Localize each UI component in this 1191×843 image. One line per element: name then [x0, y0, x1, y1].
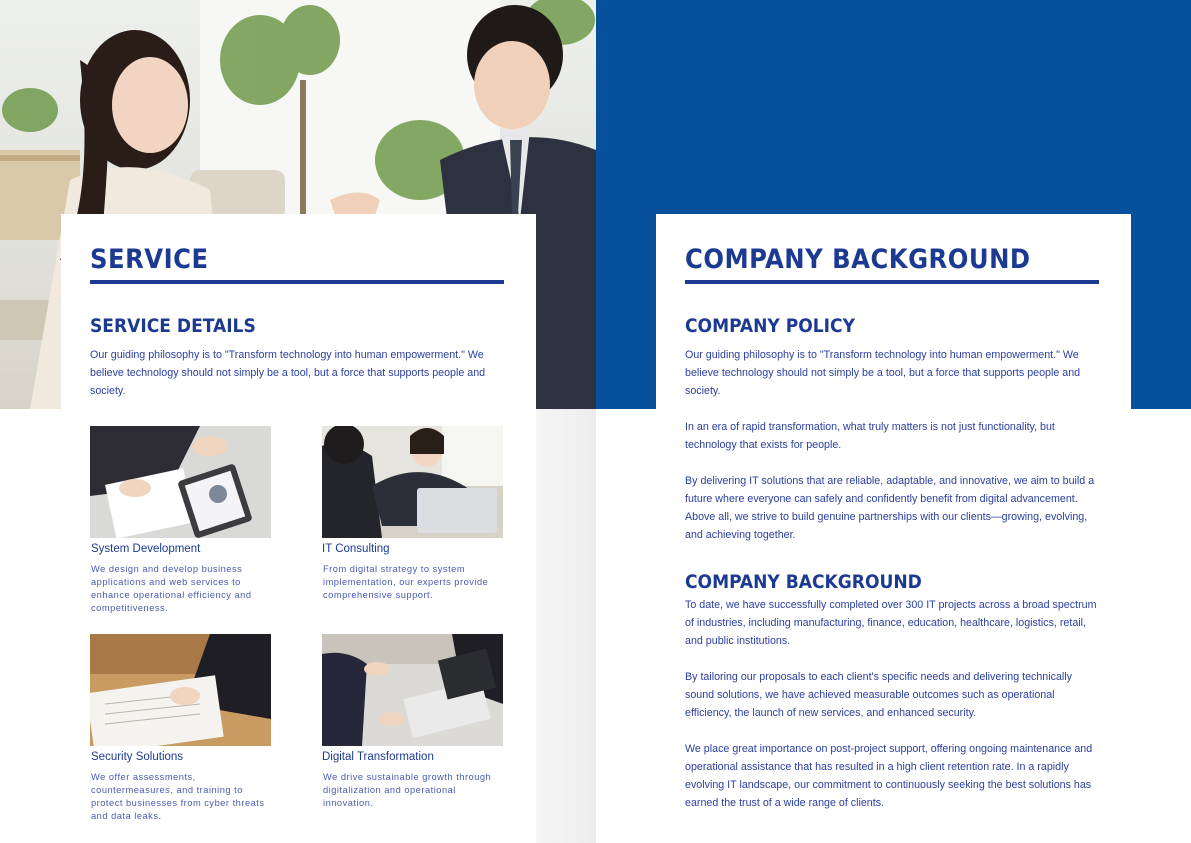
policy-paragraph-3: By delivering IT solutions that are reliable, adaptable, and innovative, we aim to build a future where everyone can safely and confidently benefit from digital advancement. Above all, we strive to build genuine partnerships with our clients—growing, evolving, and achieving together. [685, 475, 1095, 541]
background-paragraph-2: By tailoring our proposals to each client's specific needs and delivering technically sound solutions, we have achieved measurable outcomes such as operational efficiency, the launch of new services, and enhanced security. [685, 671, 1073, 719]
security-solutions-photo [90, 634, 271, 746]
service-desc-it-consulting: From digital strategy to system implementation, our experts provide comprehensive support. [323, 564, 489, 600]
company-policy-heading: COMPANY POLICY [685, 315, 855, 337]
service-title-system-development: System Development [91, 543, 201, 555]
service-desc-digital-transformation: We drive sustainable growth through digitalization and operational innovation. [323, 772, 492, 808]
company-background-title: COMPANY BACKGROUND [685, 244, 1031, 275]
service-title: SERVICE [90, 244, 209, 275]
service-details-heading: SERVICE DETAILS [90, 315, 256, 337]
service-desc-security-solutions: We offer assessments, countermeasures, and training to protect businesses from cyber threats and data leaks. [91, 772, 265, 821]
service-title-it-consulting: IT Consulting [322, 543, 390, 555]
service-desc-system-development: We design and develop business applications and web services to enhance operational efficiency and competitiveness. [91, 564, 252, 613]
background-paragraph-1: To date, we have successfully completed over 300 IT projects across a broad spectrum of industries, including manufacturing, finance, education, healthcare, logistics, retail, and public institutions. [685, 599, 1097, 647]
title-underline [685, 280, 1099, 284]
policy-paragraph-1: Our guiding philosophy is to "Transform technology into human empowerment." We believe technology should not simply be a tool, but a force that supports people and society. [685, 349, 1081, 397]
title-underline [90, 280, 504, 284]
policy-paragraph-2: In an era of rapid transformation, what truly matters is not just functionality, but technology that exists for people. [685, 421, 1055, 451]
background-paragraph-3: We place great importance on post-project support, offering ongoing maintenance and operational assistance that has resulted in a high client retention rate. In a rapidly evolving IT landscape, our commitment to continuously seeking the best solutions has earned the trust of a wide range of clients. [685, 743, 1093, 809]
company-background-heading: COMPANY BACKGROUND [685, 571, 922, 593]
system-development-photo [90, 426, 271, 538]
service-intro-text: Our guiding philosophy is to "Transform technology into human empowerment." We believe technology should not simply be a tool, but a force that supports people and society. [90, 349, 486, 397]
it-consulting-photo [322, 426, 503, 538]
right-page [596, 0, 1191, 843]
company-panel [656, 214, 1131, 843]
service-title-security-solutions: Security Solutions [91, 751, 184, 763]
digital-transformation-photo [322, 634, 503, 746]
service-title-digital-transformation: Digital Transformation [322, 751, 434, 763]
